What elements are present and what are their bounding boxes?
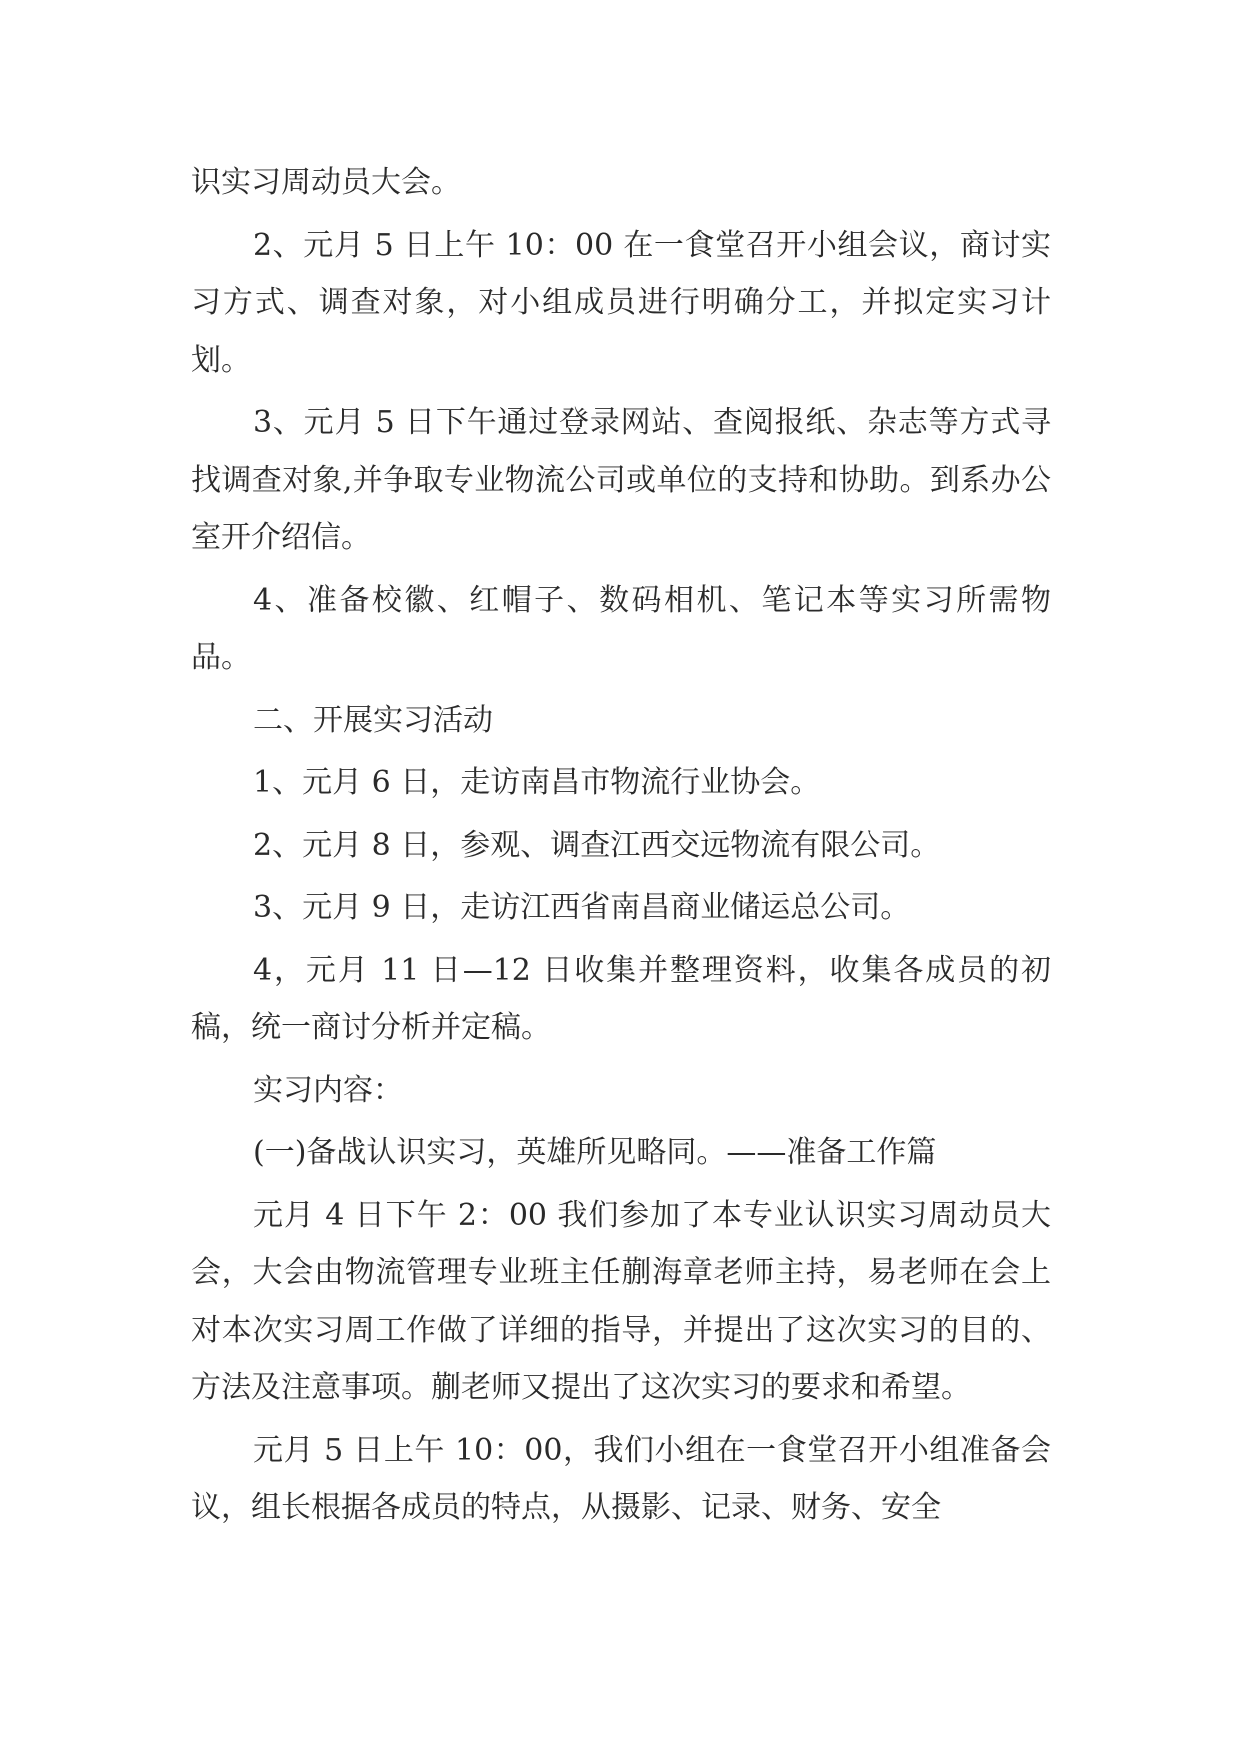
paragraph: 2、元月 5 日上午 10：00 在一食堂召开小组会议，商讨实习方式、调查对象，对小组成员进行明确分工，并拟定实习计划。 xyxy=(191,227,1051,378)
section-heading: 实习内容： xyxy=(253,1072,403,1108)
paragraph: 2、元月 8 日，参观、调查江西交远物流有限公司。 xyxy=(253,827,941,863)
section-heading: (一)备战认识实习，英雄所见略同。——准备工作篇 xyxy=(253,1135,937,1170)
paragraph: 3、元月 9 日，走访江西省南昌商业储运总公司。 xyxy=(253,890,911,925)
paragraph: 4、准备校徽、红帽子、数码相机、笔记本等实习所需物品。 xyxy=(191,582,1051,675)
paragraph: 元月 4 日下午 2：00 我们参加了本专业认识实习周动员大会，大会由物流管理专业班主任蒯海章老师主持，易老师在会上对本次实习周工作做了详细的指导，并提出了这次实习的目的、方法及注意事项。蒯老师又提出了这次实习的要求和希望。 xyxy=(191,1197,1051,1405)
paragraph: 元月 5 日上午 10：00，我们小组在一食堂召开小组准备会议，组长根据各成员的特点，从摄影、记录、财务、安全 xyxy=(191,1432,1051,1525)
paragraph: 3、元月 5 日下午通过登录网站、查阅报纸、杂志等方式寻找调查对象,并争取专业物流公司或单位的支持和协助。到系办公室开介绍信。 xyxy=(191,405,1051,555)
paragraph: 1、元月 6 日，走访南昌市物流行业协会。 xyxy=(253,765,821,800)
paragraph: 4，元月 11 日—12 日收集并整理资料，收集各成员的初稿，统一商讨分析并定稿。 xyxy=(191,952,1051,1045)
paragraph: 识实习周动员大会。 xyxy=(191,165,461,200)
section-heading: 二、开展实习活动 xyxy=(253,702,493,738)
document-page xyxy=(191,154,1051,1537)
